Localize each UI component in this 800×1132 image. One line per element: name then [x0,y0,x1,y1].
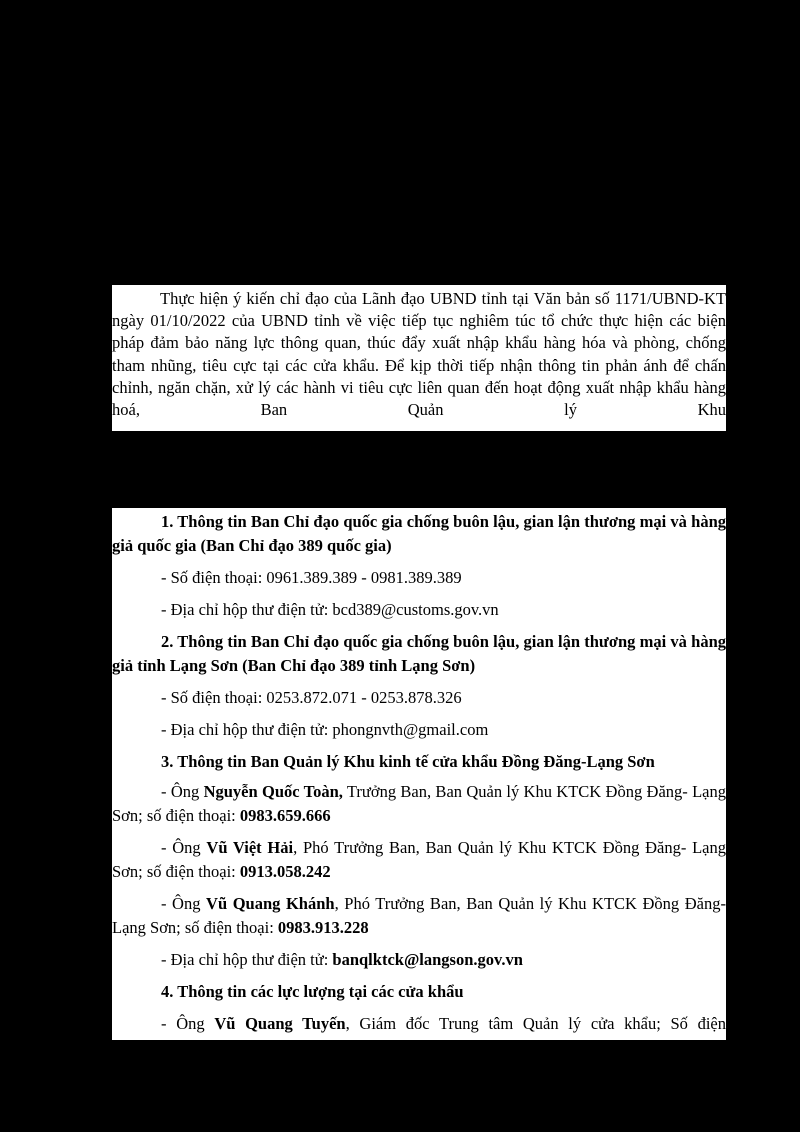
intro-panel [112,285,726,431]
section-3-contact-3: - Ông Vũ Quang Khánh, Phó Trưởng Ban, Ban Quản lý Khu KTCK Đồng Đăng- Lạng Sơn; số điện thoại: 0983.913.228 [112,894,726,937]
section-1-phone: - Số điện thoại: 0961.389.389 - 0981.389.389 [161,568,462,587]
section-2-email: - Địa chỉ hộp thư điện tử: phongnvth@gmail.com [161,720,489,739]
section-2-phone: - Số điện thoại: 0253.872.071 - 0253.878.326 [161,688,462,707]
section-3-heading: 3. Thông tin Ban Quản lý Khu kinh tế cửa khẩu Đồng Đăng-Lạng Sơn [161,752,655,771]
section-4-contact-1: - Ông Vũ Quang Tuyến, Giám đốc Trung tâm Quản lý cửa khẩu; Số điện [161,1014,726,1033]
contact-info-panel [112,508,726,1040]
section-3-contact-2: - Ông Vũ Việt Hải, Phó Trưởng Ban, Ban Quản lý Khu KTCK Đồng Đăng- Lạng Sơn; số điện thoại: 0913.058.242 [112,838,726,881]
section-1-heading: 1. Thông tin Ban Chỉ đạo quốc gia chống buôn lậu, gian lận thương mại và hàng giả quốc gia (Ban Chỉ đạo 389 quốc gia) [112,512,726,555]
section-3-email: - Địa chỉ hộp thư điện tử: banqlktck@langson.gov.vn [161,950,523,969]
intro-text: Thực hiện ý kiến chỉ đạo của Lãnh đạo UBND tỉnh tại Văn bản số 1171/UBND-KT ngày 01/10/2022 của UBND tỉnh về việc tiếp tục nghiêm túc tổ chức thực hiện các biện pháp đảm bảo năng lực thông quan, thúc đẩy xuất nhập khẩu hàng hóa và phòng, chống tham nhũng, tiêu cực tại các cửa khẩu. Để kịp thời tiếp nhận thông tin phản ánh để chấn chỉnh, ngăn chặn, xử lý các hành vi tiêu cực liên quan đến hoạt động xuất nhập khẩu hàng hoá, Ban Quản lý Khu [112,289,726,420]
section-3-contact-1: - Ông Nguyễn Quốc Toàn, Trưởng Ban, Ban Quản lý Khu KTCK Đồng Đăng- Lạng Sơn; số điện thoại: 0983.659.666 [112,782,726,825]
section-4-heading: 4. Thông tin các lực lượng tại các cửa khẩu [161,982,464,1001]
intro-paragraph [112,285,726,421]
section-1-email: - Địa chỉ hộp thư điện tử: bcd389@customs.gov.vn [161,600,499,619]
section-2-heading: 2. Thông tin Ban Chỉ đạo quốc gia chống buôn lậu, gian lận thương mại và hàng giả tỉnh Lạng Sơn (Ban Chỉ đạo 389 tỉnh Lạng Sơn) [112,632,726,675]
